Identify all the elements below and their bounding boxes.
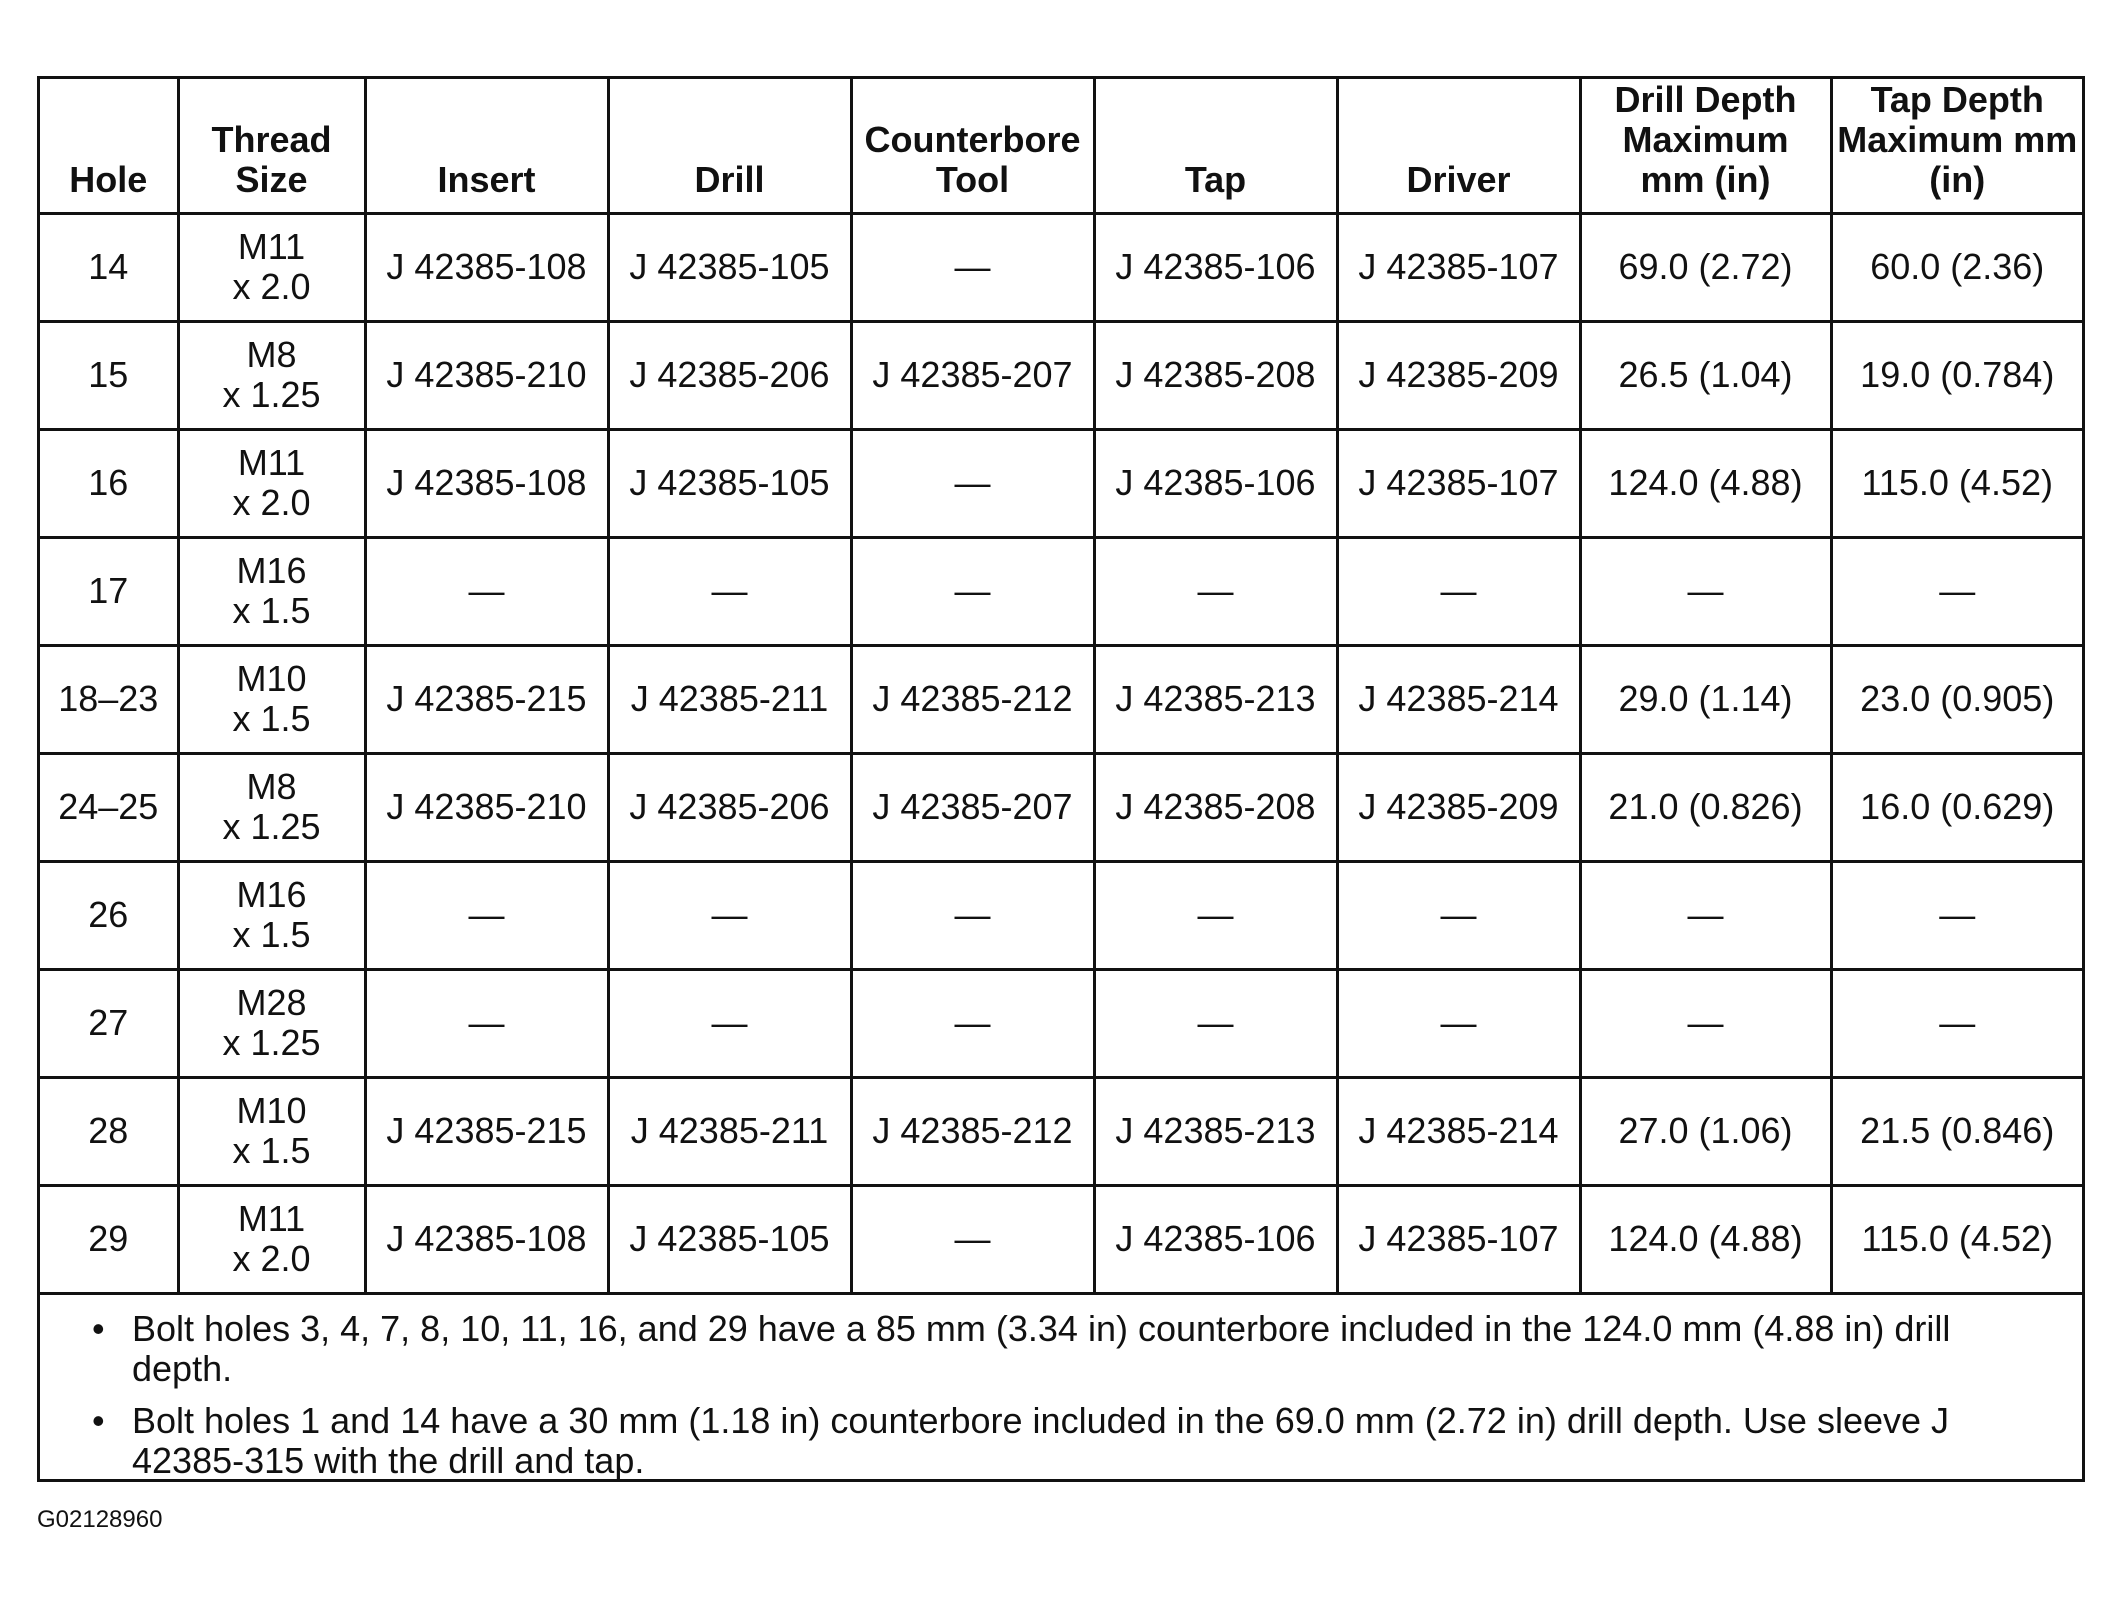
cell-tap-depth: — <box>1831 969 2082 1077</box>
cell-drill: J 42385-105 <box>608 429 851 537</box>
cell-hole: 18–23 <box>40 645 178 753</box>
cell-hole: 17 <box>40 537 178 645</box>
table-row <box>40 537 2082 645</box>
note-item <box>92 1309 2042 1389</box>
cell-drill-depth: 21.0 (0.826) <box>1580 753 1831 861</box>
thread-pitch-line: x 1.25 <box>222 806 321 847</box>
figure-id: G02128960 <box>37 1506 163 1533</box>
cell-drill: J 42385-206 <box>608 321 851 429</box>
cell-drill: J 42385-211 <box>608 1077 851 1185</box>
thread-size-line: M10 <box>236 1090 307 1131</box>
cell-thread-size <box>178 969 365 1077</box>
cell-driver: J 42385-107 <box>1337 429 1580 537</box>
cell-drill-depth: — <box>1580 861 1831 969</box>
cell-counterbore: J 42385-212 <box>851 1077 1094 1185</box>
table-row <box>40 429 2082 537</box>
bullet-icon: • <box>92 1399 105 1441</box>
cell-driver: J 42385-107 <box>1337 1185 1580 1293</box>
cell-insert: J 42385-215 <box>365 645 608 753</box>
cell-tap: — <box>1094 861 1337 969</box>
thread-size-line: M28 <box>236 982 307 1023</box>
cell-hole: 24–25 <box>40 753 178 861</box>
cell-tap-depth: 60.0 (2.36) <box>1831 213 2082 321</box>
cell-hole: 26 <box>40 861 178 969</box>
cell-tap-depth: 23.0 (0.905) <box>1831 645 2082 753</box>
cell-drill: — <box>608 969 851 1077</box>
cell-thread-size <box>178 429 365 537</box>
cell-thread-size <box>178 537 365 645</box>
cell-hole: 15 <box>40 321 178 429</box>
table-row <box>40 645 2082 753</box>
note-text: Bolt holes 1 and 14 have a 30 mm (1.18 in) counterbore included in the 69.0 mm (2.72 in) drill depth. Use sleeve J 42385-315 with the drill and tap. <box>132 1399 1950 1481</box>
note-text: Bolt holes 3, 4, 7, 8, 10, 11, 16, and 29 have a 85 mm (3.34 in) counterbore included in the 124.0 mm (4.88 in) drill depth. <box>132 1307 1951 1389</box>
cell-hole: 14 <box>40 213 178 321</box>
cell-tap: J 42385-208 <box>1094 753 1337 861</box>
cell-drill-depth: 27.0 (1.06) <box>1580 1077 1831 1185</box>
cell-drill: — <box>608 861 851 969</box>
thread-pitch-line: x 1.25 <box>222 374 321 415</box>
cell-driver: — <box>1337 861 1580 969</box>
cell-driver: J 42385-107 <box>1337 213 1580 321</box>
thread-size-line: M16 <box>236 550 307 591</box>
thread-size-line: M11 <box>237 442 306 483</box>
cell-counterbore: J 42385-212 <box>851 645 1094 753</box>
cell-thread-size <box>178 861 365 969</box>
cell-tap-depth: 115.0 (4.52) <box>1831 429 2082 537</box>
thread-size-line: M16 <box>236 874 307 915</box>
cell-counterbore: — <box>851 537 1094 645</box>
cell-counterbore: — <box>851 861 1094 969</box>
cell-drill-depth: 124.0 (4.88) <box>1580 429 1831 537</box>
cell-counterbore: J 42385-207 <box>851 321 1094 429</box>
cell-drill-depth: — <box>1580 537 1831 645</box>
thread-size-line: M11 <box>237 226 306 267</box>
cell-driver: — <box>1337 969 1580 1077</box>
cell-hole: 16 <box>40 429 178 537</box>
cell-insert: J 42385-215 <box>365 1077 608 1185</box>
cell-tap-depth: 19.0 (0.784) <box>1831 321 2082 429</box>
col-header-tap: Tap <box>1094 79 1337 213</box>
cell-drill-depth: 29.0 (1.14) <box>1580 645 1831 753</box>
thread-pitch-line: x 1.5 <box>232 590 311 631</box>
cell-insert: J 42385-210 <box>365 753 608 861</box>
thread-pitch-line: x 1.5 <box>232 1130 311 1171</box>
thread-pitch-line: x 2.0 <box>232 1238 311 1279</box>
cell-drill: J 42385-211 <box>608 645 851 753</box>
table-row <box>40 1185 2082 1293</box>
cell-counterbore: J 42385-207 <box>851 753 1094 861</box>
cell-insert: — <box>365 861 608 969</box>
thread-size-line: M11 <box>237 1198 306 1239</box>
table-row <box>40 861 2082 969</box>
cell-tap: J 42385-106 <box>1094 213 1337 321</box>
table-row <box>40 753 2082 861</box>
thread-pitch-line: x 1.5 <box>232 914 311 955</box>
cell-drill: J 42385-105 <box>608 1185 851 1293</box>
notes-section <box>40 1295 2082 1503</box>
cell-tap-depth: 21.5 (0.846) <box>1831 1077 2082 1185</box>
cell-drill-depth: 26.5 (1.04) <box>1580 321 1831 429</box>
cell-thread-size <box>178 645 365 753</box>
cell-insert: J 42385-108 <box>365 1185 608 1293</box>
col-header-hole: Hole <box>40 79 178 213</box>
cell-drill-depth: 69.0 (2.72) <box>1580 213 1831 321</box>
col-header-drill: Drill <box>608 79 851 213</box>
cell-tap: J 42385-106 <box>1094 1185 1337 1293</box>
cell-drill: J 42385-105 <box>608 213 851 321</box>
cell-thread-size <box>178 1185 365 1293</box>
cell-hole: 27 <box>40 969 178 1077</box>
cell-insert: — <box>365 969 608 1077</box>
cell-drill: J 42385-206 <box>608 753 851 861</box>
col-header-driver: Driver <box>1337 79 1580 213</box>
cell-counterbore: — <box>851 1185 1094 1293</box>
cell-tap-depth: — <box>1831 861 2082 969</box>
cell-tap-depth: — <box>1831 537 2082 645</box>
table-row <box>40 1077 2082 1185</box>
thread-pitch-line: x 2.0 <box>232 482 311 523</box>
cell-driver: — <box>1337 537 1580 645</box>
cell-thread-size <box>178 213 365 321</box>
table-row <box>40 213 2082 321</box>
thread-size-line: M8 <box>246 766 297 807</box>
cell-drill: — <box>608 537 851 645</box>
thread-size-line: M10 <box>236 658 307 699</box>
cell-drill-depth: — <box>1580 969 1831 1077</box>
cell-insert: J 42385-210 <box>365 321 608 429</box>
cell-driver: J 42385-209 <box>1337 753 1580 861</box>
cell-hole: 28 <box>40 1077 178 1185</box>
cell-hole: 29 <box>40 1185 178 1293</box>
tool-spec-table <box>40 79 2082 1295</box>
cell-thread-size <box>178 1077 365 1185</box>
cell-drill-depth: 124.0 (4.88) <box>1580 1185 1831 1293</box>
cell-tap-depth: 115.0 (4.52) <box>1831 1185 2082 1293</box>
col-header-drill-depth: Drill Depth Maximum mm (in) <box>1580 79 1831 213</box>
col-header-counterbore-tool: Counterbore Tool <box>851 79 1094 213</box>
thread-pitch-line: x 1.5 <box>232 698 311 739</box>
cell-counterbore: — <box>851 213 1094 321</box>
thread-pitch-line: x 2.0 <box>232 266 311 307</box>
cell-tap: — <box>1094 969 1337 1077</box>
thread-size-line: M8 <box>246 334 297 375</box>
cell-insert: J 42385-108 <box>365 213 608 321</box>
cell-insert: J 42385-108 <box>365 429 608 537</box>
header-row <box>40 79 2082 213</box>
cell-insert: — <box>365 537 608 645</box>
note-item <box>92 1401 2042 1481</box>
col-header-thread-size: Thread Size <box>178 79 365 213</box>
table-row <box>40 321 2082 429</box>
cell-driver: J 42385-214 <box>1337 645 1580 753</box>
col-header-insert: Insert <box>365 79 608 213</box>
cell-thread-size <box>178 321 365 429</box>
cell-counterbore: — <box>851 969 1094 1077</box>
cell-counterbore: — <box>851 429 1094 537</box>
thread-pitch-line: x 1.25 <box>222 1022 321 1063</box>
cell-driver: J 42385-214 <box>1337 1077 1580 1185</box>
cell-tap: J 42385-213 <box>1094 645 1337 753</box>
cell-tap: J 42385-106 <box>1094 429 1337 537</box>
cell-driver: J 42385-209 <box>1337 321 1580 429</box>
cell-tap: J 42385-213 <box>1094 1077 1337 1185</box>
cell-thread-size <box>178 753 365 861</box>
col-header-tap-depth: Tap Depth Maximum mm (in) <box>1831 79 2082 213</box>
bullet-icon: • <box>92 1307 105 1349</box>
cell-tap: J 42385-208 <box>1094 321 1337 429</box>
spec-table-frame <box>37 76 2085 1482</box>
table-row <box>40 969 2082 1077</box>
cell-tap-depth: 16.0 (0.629) <box>1831 753 2082 861</box>
cell-tap: — <box>1094 537 1337 645</box>
